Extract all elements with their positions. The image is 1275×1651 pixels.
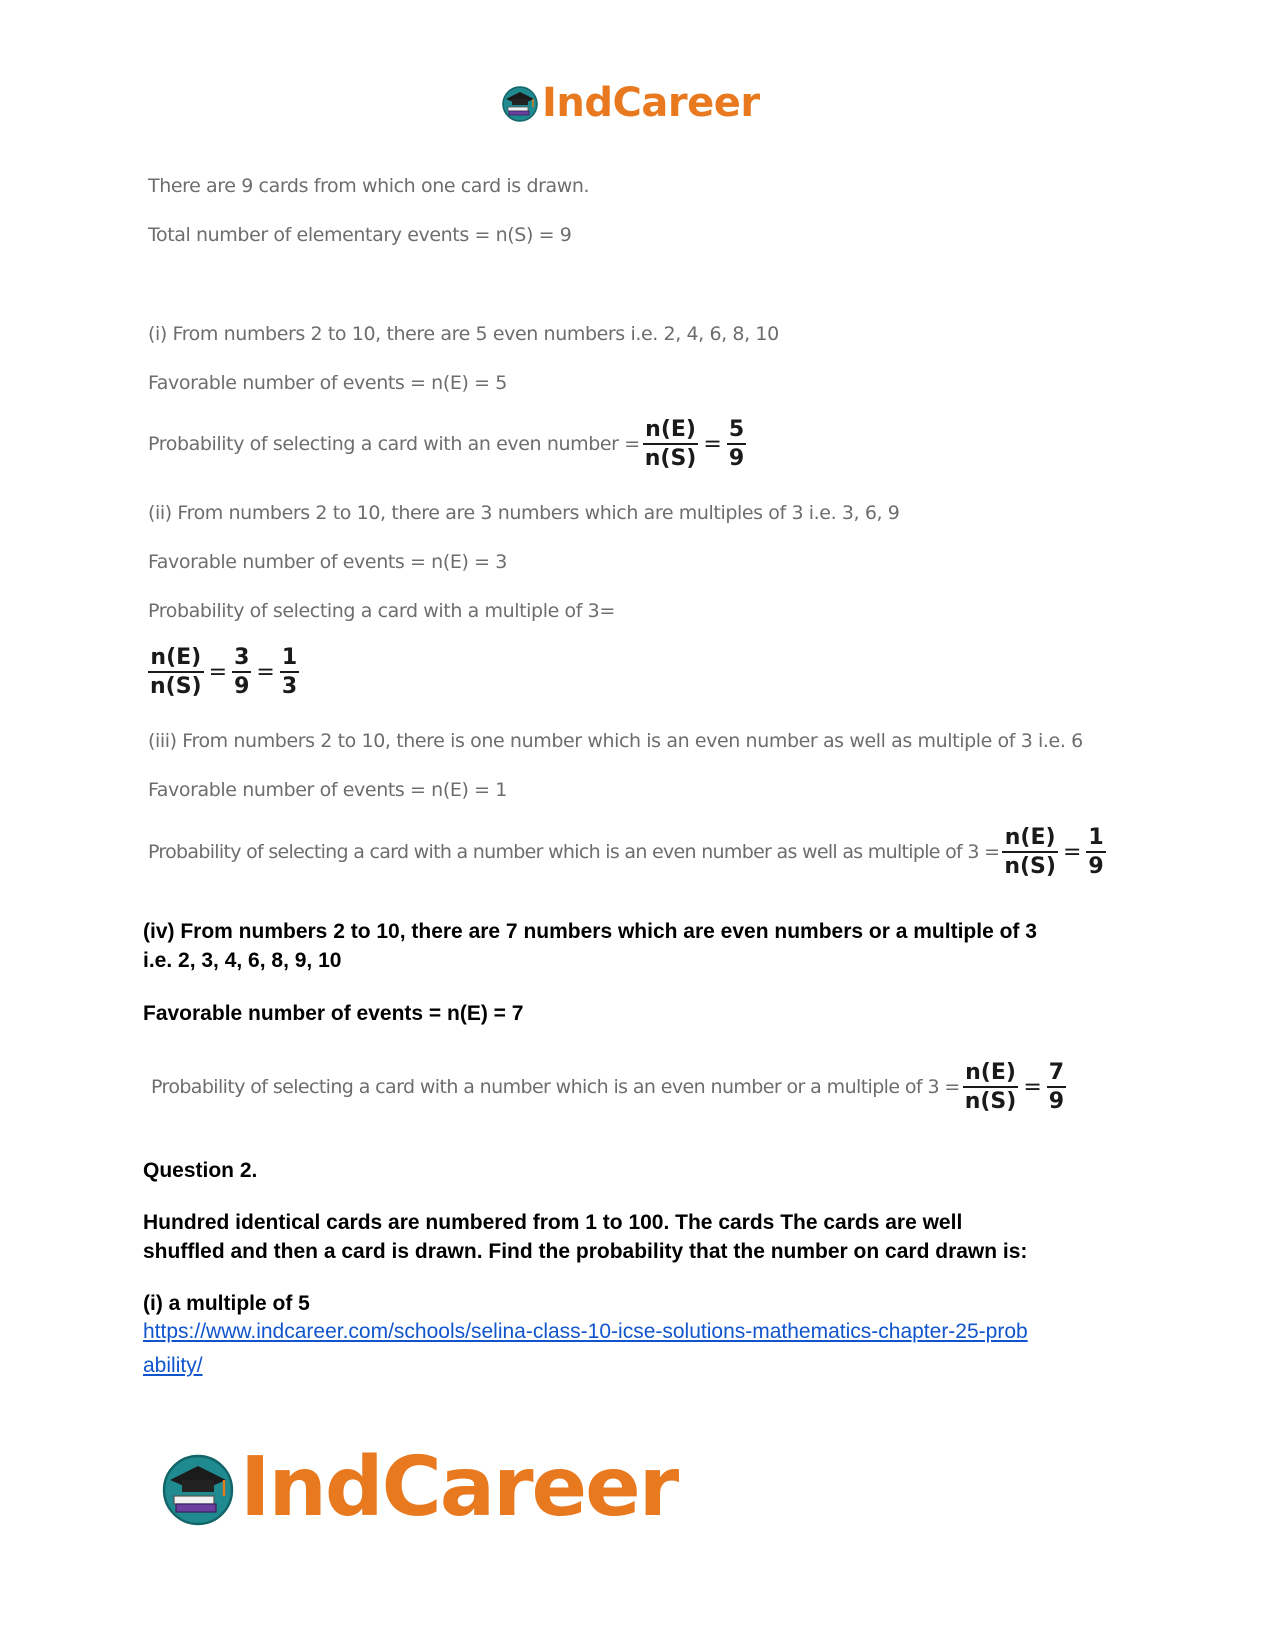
header-logo	[500, 78, 760, 128]
footer-link[interactable]	[143, 1315, 1028, 1383]
footer-link-line2[interactable]: ability/	[143, 1354, 203, 1377]
part-i-statement: (i) From numbers 2 to 10, there are 5 even numbers i.e. 2, 4, 6, 8, 10	[148, 323, 779, 345]
logo-text: IndCareer	[542, 80, 760, 126]
question-2-heading: Question 2.	[143, 1159, 258, 1182]
fraction-numerator: 3	[234, 645, 250, 670]
part-iv-statement-line2: i.e. 2, 3, 4, 6, 8, 9, 10	[143, 949, 342, 972]
fraction-denominator: n(S)	[643, 443, 699, 470]
question-2-text-line2: shuffled and then a card is drawn. Find the probability that the number on card drawn is:	[143, 1240, 1028, 1263]
fraction-numerator: n(E)	[645, 417, 696, 442]
fraction-denominator: 9	[727, 443, 746, 470]
fraction-mid	[232, 646, 251, 698]
part-iii-prob-label: Probability of selecting a card with a number which is an even number as well as multiple of 3 =	[148, 841, 1000, 864]
fraction-denominator: 3	[280, 671, 299, 698]
equals-sign: =	[208, 659, 228, 685]
part-i-prob-label: Probability of selecting a card with an even number =	[148, 433, 640, 456]
fraction-ne-ns	[963, 1061, 1019, 1113]
fraction-numerator: 5	[728, 417, 745, 442]
fraction-result	[280, 646, 299, 698]
part-iii-probability	[148, 826, 1109, 878]
fraction-numerator: 1	[1088, 825, 1104, 850]
part-iii-favorable: Favorable number of events = n(E) = 1	[148, 779, 507, 801]
equals-sign: =	[1062, 839, 1082, 865]
fraction-result	[1047, 1061, 1066, 1113]
fraction-numerator: n(E)	[150, 645, 202, 670]
fraction-numerator: 1	[281, 645, 298, 670]
graduation-cap-book-globe-icon	[158, 1448, 238, 1528]
question-2-part-i: (i) a multiple of 5	[143, 1292, 310, 1315]
fraction-denominator: 9	[1047, 1086, 1066, 1113]
part-ii-statement: (ii) From numbers 2 to 10, there are 3 numbers which are multiples of 3 i.e. 3, 6, 9	[148, 502, 900, 524]
fraction-numerator: n(E)	[965, 1060, 1016, 1085]
equals-sign: =	[1023, 1074, 1042, 1100]
part-iv-probability	[151, 1061, 1069, 1113]
graduation-cap-book-globe-icon	[500, 83, 540, 123]
fraction-ne-ns	[643, 418, 699, 470]
equals-sign: =	[256, 659, 275, 685]
fraction-denominator: n(S)	[1002, 851, 1058, 878]
intro-line: There are 9 cards from which one card is drawn.	[148, 175, 590, 197]
part-iv-prob-label: Probability of selecting a card with a number which is an even number or a multiple of 3 =	[151, 1076, 960, 1099]
part-ii-favorable: Favorable number of events = n(E) = 3	[148, 551, 507, 573]
part-i-probability	[148, 418, 749, 470]
fraction-numerator: n(E)	[1004, 825, 1056, 850]
fraction-numerator: 7	[1048, 1060, 1065, 1085]
fraction-denominator: n(S)	[148, 671, 204, 698]
total-events-line: Total number of elementary events = n(S) = 9	[148, 224, 572, 246]
fraction-result	[1086, 826, 1105, 878]
part-i-favorable: Favorable number of events = n(E) = 5	[148, 372, 507, 394]
logo-text: IndCareer	[240, 1440, 678, 1535]
question-2-text	[143, 1208, 1103, 1266]
fraction-result	[727, 418, 746, 470]
equals-sign: =	[703, 431, 722, 457]
fraction-ne-ns	[148, 646, 204, 698]
part-iv-favorable: Favorable number of events = n(E) = 7	[143, 1002, 524, 1025]
question-2-text-line1: Hundred identical cards are numbered from 1 to 100. The cards The cards are well	[143, 1211, 963, 1234]
part-iv-statement	[143, 917, 1103, 975]
part-iii-statement: (iii) From numbers 2 to 10, there is one number which is an even number as well as multiple of 3 i.e. 6	[148, 730, 1083, 752]
fraction-denominator: n(S)	[963, 1086, 1019, 1113]
part-iv-statement-line1: (iv) From numbers 2 to 10, there are 7 numbers which are even numbers or a multiple of 3	[143, 920, 1037, 943]
fraction-denominator: 9	[1086, 851, 1105, 878]
part-ii-equation	[148, 646, 302, 698]
fraction-ne-ns	[1002, 826, 1058, 878]
footer-logo	[158, 1440, 678, 1535]
fraction-denominator: 9	[232, 671, 251, 698]
part-ii-prob-label: Probability of selecting a card with a multiple of 3=	[148, 600, 615, 622]
footer-link-line1[interactable]: https://www.indcareer.com/schools/selina-class-10-icse-solutions-mathematics-chapter-25-prob	[143, 1320, 1028, 1343]
